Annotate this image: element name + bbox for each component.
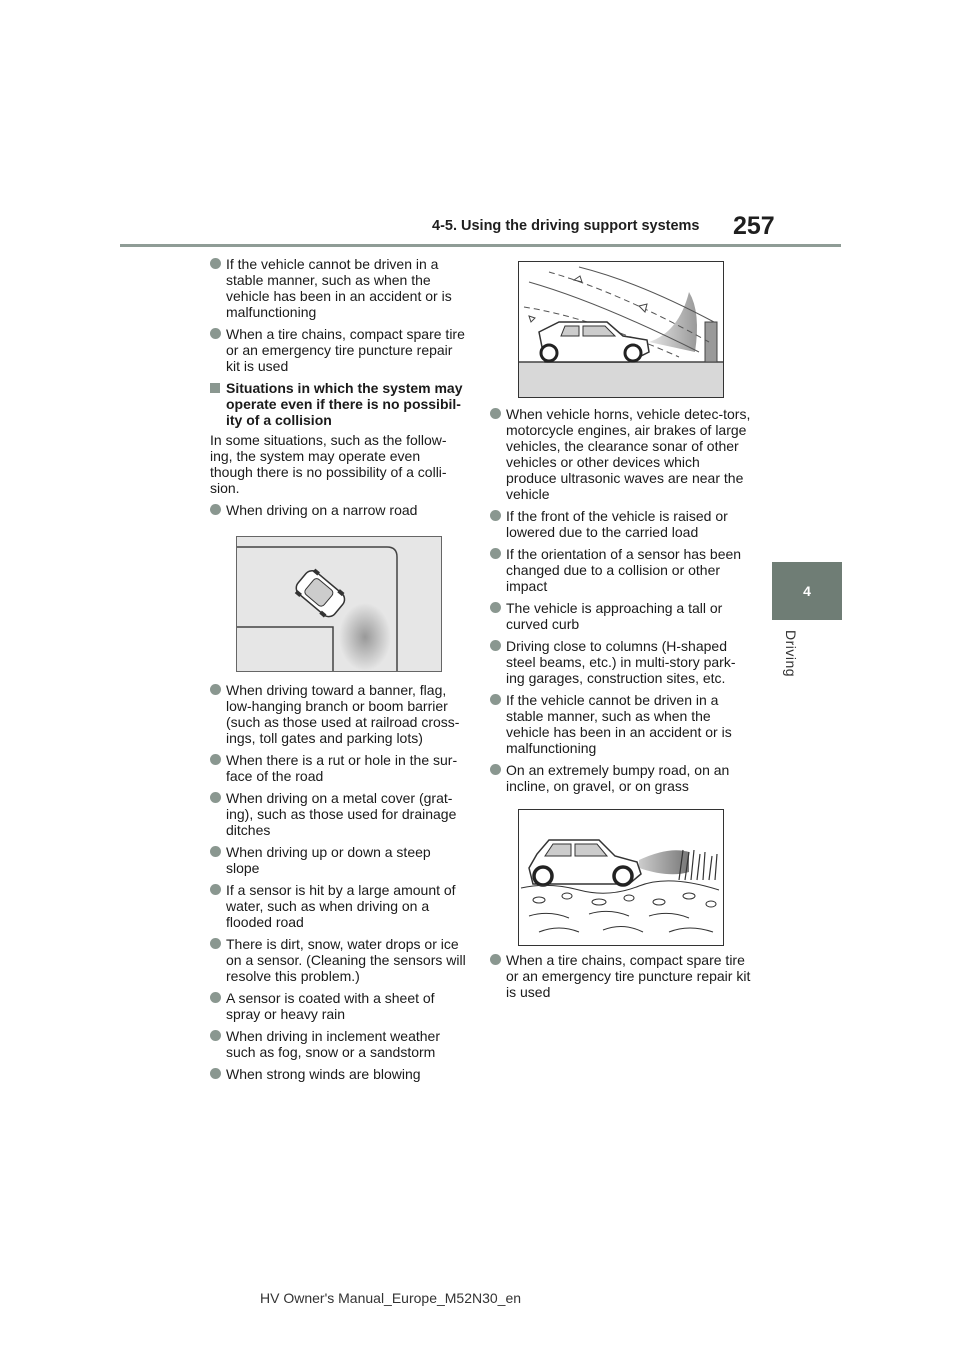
bullet-icon	[210, 1068, 221, 1079]
bullet-icon	[210, 258, 221, 269]
bumpy-road-figure	[518, 809, 724, 946]
bullet-icon	[210, 504, 221, 515]
strong-wind-illustration	[519, 262, 723, 397]
list-item: A sensor is coated with a sheet of spray or heavy rain	[210, 990, 466, 1022]
list-item: When driving toward a banner, flag, low-hanging branch or boom barrier (such as those used at railroad cross-ings, toll gates and parking lots)	[210, 682, 466, 746]
list-item: If the front of the vehicle is raised or lowered due to the carried load	[490, 508, 754, 540]
chapter-tab: 4	[772, 562, 842, 620]
list-item: When there is a rut or hole in the sur-face of the road	[210, 752, 466, 784]
bumpy-road-illustration	[519, 810, 723, 945]
section-title: 4-5. Using the driving support systems	[432, 218, 700, 234]
bullet-icon	[210, 846, 221, 857]
list-item: If the vehicle cannot be driven in a stable manner, such as when the vehicle has been in an accident or is malfunctioning	[490, 692, 754, 756]
list-item: When driving on a metal cover (grat-ing), such as those used for drainage ditches	[210, 790, 466, 838]
list-item: When strong winds are blowing	[210, 1066, 466, 1082]
narrow-road-illustration	[237, 537, 441, 671]
bullet-icon	[210, 938, 221, 949]
section-heading: Situations in which the system may operate even if there is no possibil-ity of a collision	[210, 380, 466, 428]
strong-wind-figure	[518, 261, 724, 398]
list-item: Driving close to columns (H-shaped steel beams, etc.) in multi-story park-ing garages, construction sites, etc.	[490, 638, 754, 686]
bullet-icon	[210, 884, 221, 895]
bullet-icon	[210, 328, 221, 339]
list-item: On an extremely bumpy road, on an incline, on gravel, or on grass	[490, 762, 754, 794]
chapter-label: Driving	[783, 630, 799, 678]
square-bullet-icon	[210, 383, 220, 393]
bullet-icon	[210, 754, 221, 765]
list-item: There is dirt, snow, water drops or ice on a sensor. (Cleaning the sensors will resolve this problem.)	[210, 936, 466, 984]
bullet-icon	[210, 792, 221, 803]
bullet-icon	[490, 764, 501, 775]
list-item: When vehicle horns, vehicle detec-tors, motorcycle engines, air brakes of large vehicles, the clearance sonar of other vehicles or other devices which produce ultrasonic waves are near the vehicle	[490, 406, 754, 502]
bullet-icon	[490, 408, 501, 419]
bullet-icon	[490, 602, 501, 613]
narrow-road-figure	[236, 536, 442, 672]
bullet-icon	[490, 694, 501, 705]
page-number: 257	[733, 212, 775, 240]
bullet-icon	[490, 510, 501, 521]
bullet-icon	[490, 548, 501, 559]
list-item: If the vehicle cannot be driven in a stable manner, such as when the vehicle has been in an accident or is malfunctioning	[210, 256, 466, 320]
list-item: When driving on a narrow road	[210, 502, 466, 518]
list-item: The vehicle is approaching a tall or curved curb	[490, 600, 754, 632]
list-item: If a sensor is hit by a large amount of water, such as when driving on a flooded road	[210, 882, 466, 930]
bullet-icon	[210, 992, 221, 1003]
list-item: When a tire chains, compact spare tire or an emergency tire puncture repair kit is used	[210, 326, 466, 374]
bullet-icon	[490, 640, 501, 651]
list-item: When a tire chains, compact spare tire or an emergency tire puncture repair kit is used	[490, 952, 754, 1000]
list-item: If the orientation of a sensor has been changed due to a collision or other impact	[490, 546, 754, 594]
list-item: When driving in inclement weather such as fog, snow or a sandstorm	[210, 1028, 466, 1060]
header-divider	[120, 244, 841, 247]
bullet-icon	[210, 684, 221, 695]
intro-paragraph: In some situations, such as the follow-ing, the system may operate even though there is no possibility of a colli-sion.	[210, 432, 447, 496]
list-item: When driving up or down a steep slope	[210, 844, 466, 876]
bullet-icon	[490, 954, 501, 965]
manual-footer: HV Owner's Manual_Europe_M52N30_en	[260, 1290, 522, 1306]
bullet-icon	[210, 1030, 221, 1041]
